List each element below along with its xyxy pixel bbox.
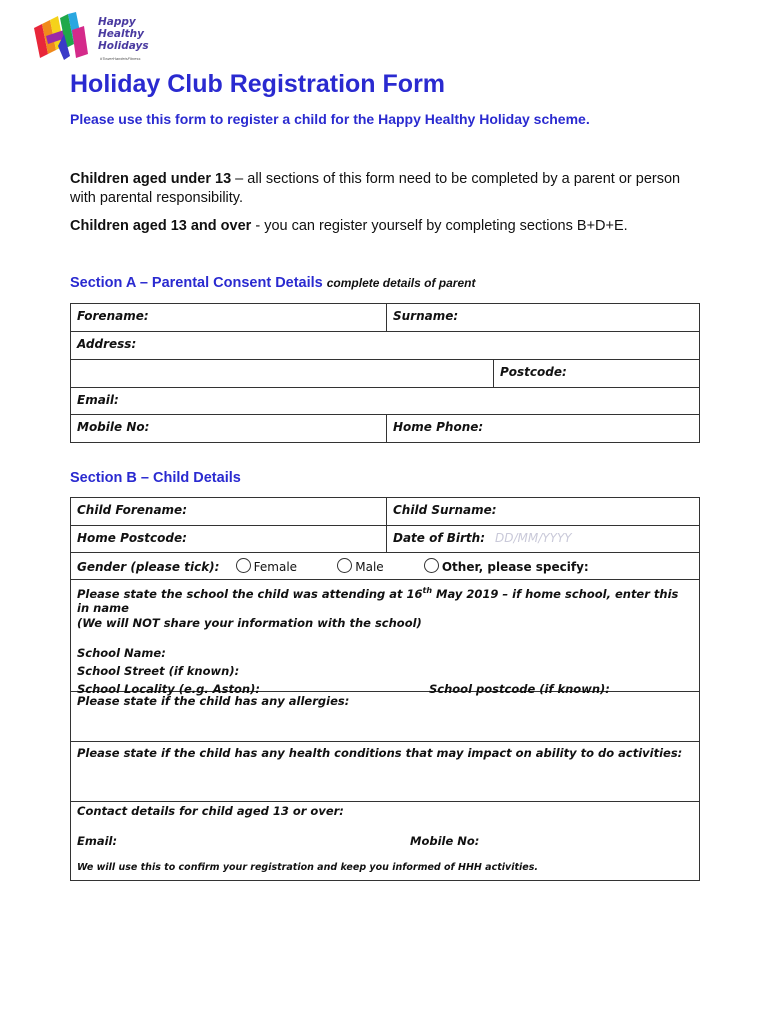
table-row [71,332,699,360]
contact-note: We will use this to confirm your registration and keep you informed of HHH activities. [77,862,538,873]
male-radio[interactable] [337,558,352,573]
health-conditions-field[interactable]: Please state if the child has any health conditions that may impact on ability to do activities: [77,746,683,760]
other-label: Other, please specify: [441,560,589,574]
section-b-heading: Section B – Child Details [70,470,241,486]
other-radio[interactable] [424,558,439,573]
contact-email-field[interactable]: Email: [77,834,118,848]
table-row [71,304,699,332]
contact-13-cell [71,802,699,880]
school-note: (We will NOT share your information with the school) [77,615,422,630]
table-row [71,692,699,742]
female-radio[interactable] [236,558,251,573]
logo-text: Happy Healthy Holidays [98,16,149,52]
logo-hh-icon [30,10,92,65]
dob-cell [386,526,699,552]
male-label: Male [355,560,384,574]
table-row [71,580,699,696]
gender-cell [71,553,699,579]
forename-field[interactable]: Forename: [77,309,149,323]
dob-label: Date of Birth: [393,531,486,545]
email-field[interactable]: Email: [77,393,119,407]
table-row [71,802,699,880]
home-postcode-field[interactable]: Home Postcode: [77,531,187,545]
logo-tagline: #TowerHamletsFitness [100,56,141,61]
table-row [71,388,699,415]
surname-field[interactable]: Surname: [386,304,699,331]
intro-over-13: Children aged 13 and over - you can register yourself by completing sections B+D+E. [70,218,628,234]
school-postcode-field[interactable]: School postcode (if known): [429,681,610,696]
section-a-table [70,303,700,443]
table-row [71,360,699,388]
child-surname-field[interactable]: Child Surname: [386,498,699,525]
address-line-2-field[interactable] [71,360,493,387]
table-row [71,415,699,442]
school-locality-field[interactable]: School Locality (e.g. Aston): [77,681,260,696]
school-cell [71,580,699,696]
address-field[interactable]: Address: [77,337,137,351]
contact-mobile-field[interactable]: Mobile No: [410,834,480,848]
table-row [71,742,699,802]
intro-under-13: Children aged under 13 – all sections of this form need to be completed by a parent or person with parental responsibility. [70,171,681,206]
female-label: Female [253,560,298,574]
section-b-table [70,497,700,881]
child-forename-field[interactable]: Child Forename: [77,503,187,517]
mobile-field[interactable]: Mobile No: [77,420,150,434]
school-name-field[interactable]: School Name: [77,645,166,660]
table-row [71,553,699,580]
page-title: Holiday Club Registration Form [70,70,446,98]
gender-label: Gender (please tick): [77,560,220,574]
postcode-field[interactable]: Postcode: [493,360,699,387]
dob-input[interactable]: DD/MM/YYYY [495,531,572,545]
section-a-heading: Section A – Parental Consent Details complete details of parent [70,275,476,291]
home-phone-field[interactable]: Home Phone: [386,415,699,442]
school-prompt: Please state the school the child was attending at 16th May 2019 – if home school, enter this in name [77,586,679,615]
table-row [71,526,699,553]
logo [30,10,170,65]
page-subtitle: Please use this form to register a child for the Happy Healthy Holiday scheme. [70,111,590,127]
contact-13-heading: Contact details for child aged 13 or over: [77,804,344,818]
school-street-field[interactable]: School Street (if known): [77,663,240,678]
table-row [71,498,699,526]
allergies-field[interactable]: Please state if the child has any allergies: [77,694,350,708]
